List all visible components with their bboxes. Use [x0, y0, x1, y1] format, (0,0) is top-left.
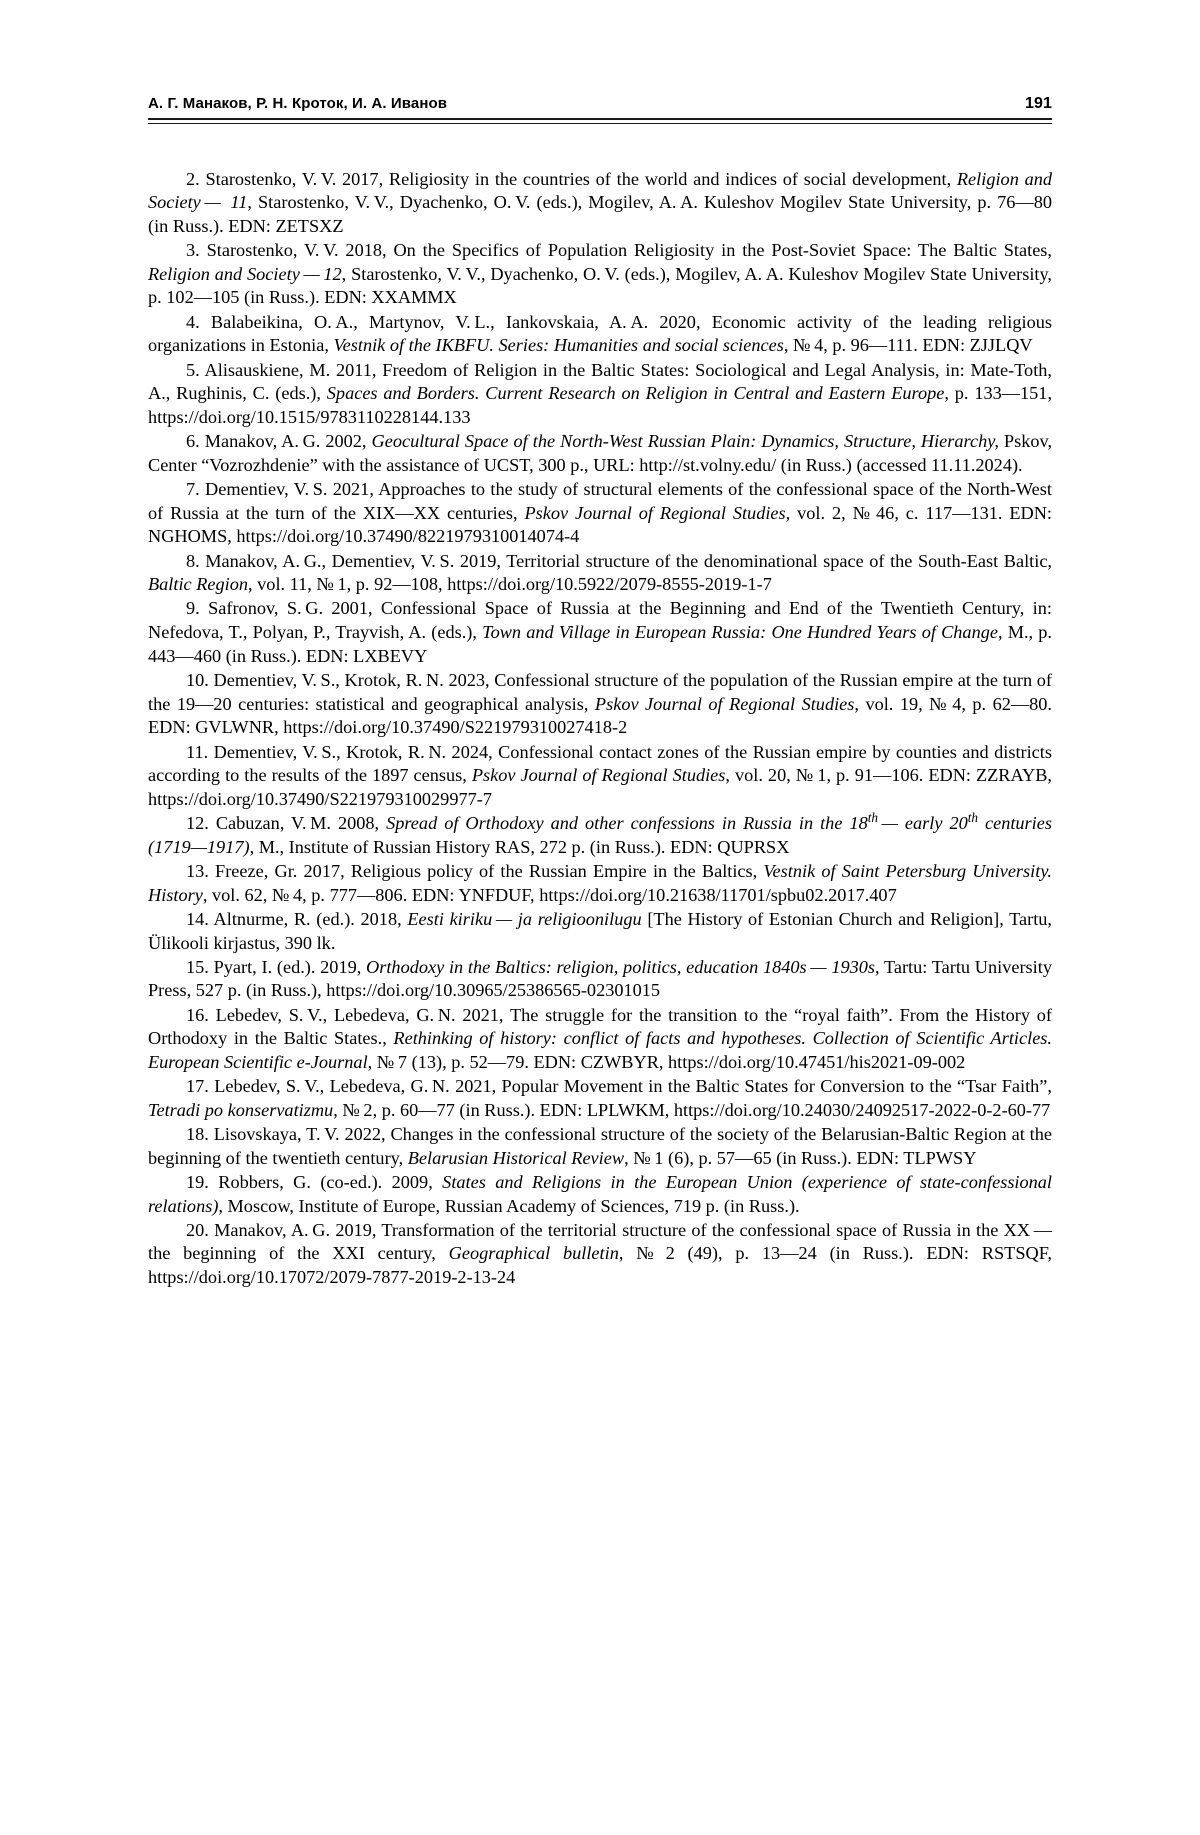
reference-item: [148, 809, 1052, 859]
reference-text: Manakov, A. G., Dementiev, V. S. 2019, Territorial structure of the denominational space of the South-East Baltic, Baltic Region, vol. 11, № 1, p. 92—108, https://doi.org/10.5922/2079-8555-2019-1-7: [148, 550, 1053, 595]
reference-item: [148, 1219, 1052, 1290]
reference-text: Freeze, Gr. 2017, Religious policy of the Russian Empire in the Baltics, Vestnik of Saint Petersburg University. History, vol. 62, № 4, p. 777—806. EDN: YNFDUF, https://doi.org/10.21638/11701/spbu02.2017.407: [148, 860, 1052, 905]
reference-number: 18.: [186, 1124, 209, 1144]
reference-text: Dementiev, V. S., Krotok, R. N. 2023, Confessional structure of the population of the Russian empire at the turn of the 19—20 centuries: statistical and geographical analysis, Pskov Journal of Regional Studies, vol. 19, № 4, p. 62—80. EDN: GVLWNR, https://doi.org/10.37490/S221979310027418-2: [148, 669, 1052, 738]
reference-number: 12.: [186, 813, 209, 834]
reference-number: 16.: [186, 1004, 209, 1025]
reference-text: Lebedev, S. V., Lebedeva, G. N. 2021, The struggle for the transition to the “royal faith”. From the History of Orthodoxy in the Baltic States., Rethinking of history: conflict of facts and hypotheses. Collection of Scientific Articles. European Scientific e-Journal, № 7 (13), p. 52—79. EDN: CZWBYR, https://doi.org/10.47451/his2021-09-002: [148, 1004, 1052, 1072]
reference-number: 20.: [186, 1219, 209, 1240]
reference-number: 6.: [186, 431, 200, 452]
reference-text: Balabeikina, O. A., Martynov, V. L., Iankovskaia, A. A. 2020, Economic activity of the leading religious organizations in Estonia, Vestnik of the IKBFU. Series: Humanities and social sciences, № 4, p. 96—111. EDN: ZJJLQV: [148, 311, 1052, 356]
reference-text: Dementiev, V. S. 2021, Approaches to the study of structural elements of the confessional space of the North-West of Russia at the turn of the XIX—XX centuries, Pskov Journal of Regional Studies, vol. 2, № 46, c. 117—131. EDN: NGHOMS, https://doi.org/10.37490/8221979310014074-4: [148, 478, 1052, 547]
reference-number: 13.: [186, 860, 209, 881]
reference-item: [148, 1123, 1052, 1170]
reference-item: [148, 239, 1052, 310]
reference-text: Altnurme, R. (ed.). 2018, Eesti kiriku — ja religioonilugu [The History of Estonian Church and Religion], Tartu, Ülikooli kirjastus, 390 lk.: [148, 908, 1052, 953]
reference-text: Safronov, S. G. 2001, Confessional Space of Russia at the Beginning and End of the Twentieth Century, in: Nefedova, T., Polyan, P., Trayvish, A. (eds.), Town and Village in European Russia: One Hundred Years of Change, M., p. 443—460 (in Russ.). EDN: LXBEVY: [148, 598, 1052, 666]
reference-number: 10.: [186, 669, 209, 690]
reference-item: [148, 430, 1052, 477]
reference-item: [148, 311, 1052, 358]
reference-text: Manakov, A. G. 2019, Transformation of the territorial structure of the confessional space of Russia in the XX — the beginning of the XXI century, Geographical bulletin, № 2 (49), p. 13—24 (in Russ.). EDN: RSTSQF, https://doi.org/10.17072/2079-7877-2019-2-13-24: [148, 1219, 1052, 1288]
reference-list: [148, 168, 1052, 1290]
reference-item: [148, 597, 1052, 668]
reference-item: [148, 741, 1052, 812]
reference-text: Starostenko, V. V. 2017, Religiosity in the countries of the world and indices of social development, Religion and Society — 11, Starostenko, V. V., Dyachenko, O. V. (eds.), Mogilev, A. A. Kuleshov Mogilev State University, p. 76—80 (in Russ.). EDN: ZETSXZ: [148, 168, 1052, 236]
header-rule-thin: [148, 123, 1052, 124]
reference-item: [148, 550, 1052, 597]
reference-number: 19.: [186, 1171, 209, 1192]
reference-item: [148, 168, 1052, 239]
reference-item: [148, 478, 1052, 549]
reference-item: [148, 669, 1052, 740]
header-rule-thick: [148, 118, 1052, 120]
reference-item: [148, 1075, 1052, 1122]
reference-text: Alisauskiene, M. 2011, Freedom of Religion in the Baltic States: Sociological and Legal Analysis, in: Mate-Toth, A., Rughinis, C. (eds.), Spaces and Borders. Current Research on Religion in Central and Eastern Europe, p. 133—151, https://doi.org/10.1515/9783110228144.133: [148, 359, 1053, 427]
reference-text: Lebedev, S. V., Lebedeva, G. N. 2021, Popular Movement in the Baltic States for Conversion to the “Tsar Faith”, Tetradi po konservatizmu, № 2, p. 60—77 (in Russ.). EDN: LPLWKM, https://doi.org/10.24030/24092517-2022-0-2-60-77: [148, 1076, 1052, 1120]
reference-number: 15.: [186, 956, 209, 977]
reference-item: [148, 908, 1052, 955]
reference-item: [148, 860, 1052, 907]
reference-item: [148, 1004, 1052, 1075]
reference-text: Pyart, I. (ed.). 2019, Orthodoxy in the Baltics: religion, politics, education 1840s — 1930s, Tartu: Tartu University Press, 527 p. (in Russ.), https://doi.org/10.30965/25386565-02301015: [148, 956, 1052, 1001]
reference-text: Starostenko, V. V. 2018, On the Specifics of Population Religiosity in the Post-Soviet Space: The Baltic States, Religion and Society — 12, Starostenko, V. V., Dyachenko, O. V. (eds.), Mogilev, A. A. Kuleshov Mogilev State University, p. 102—105 (in Russ.). EDN: XXAMMX: [148, 240, 1053, 308]
reference-item: [148, 956, 1052, 1003]
reference-text: Manakov, A. G. 2002, Geocultural Space of the North-West Russian Plain: Dynamics, Structure, Hierarchy, Pskov, Center “Vozrozhdenie” with the assistance of UCST, 300 p., URL: http://st.volny.edu/ (in Russ.) (accessed 11.11.2024).: [148, 431, 1053, 475]
running-head: [148, 95, 1052, 118]
reference-number: 14.: [186, 908, 209, 929]
running-head-authors: А. Г. Манаков, Р. Н. Кроток, И. А. Иванов: [148, 95, 448, 112]
reference-number: 5.: [186, 359, 200, 380]
reference-text: Robbers, G. (co-ed.). 2009, States and Religions in the European Union (experience of state-confessional relations), Moscow, Institute of Europe, Russian Academy of Sciences, 719 p. (in Russ.).: [148, 1171, 1053, 1216]
reference-number: 17.: [186, 1076, 209, 1097]
reference-text: Dementiev, V. S., Krotok, R. N. 2024, Confessional contact zones of the Russian empire by counties and districts according to the results of the 1897 census, Pskov Journal of Regional Studies, vol. 20, № 1, p. 91—106. EDN: ZZRAYB, https://doi.org/10.37490/S221979310029977-7: [148, 741, 1052, 809]
reference-number: 8.: [186, 550, 200, 571]
reference-text: Cabuzan, V. M. 2008, Spread of Orthodoxy and other confessions in Russia in the 18th — early 20th centuries (1719—1917), M., Institute of Russian History RAS, 272 p. (in Russ.). EDN: QUPRSX: [148, 809, 1052, 857]
page-number: 191: [1025, 95, 1052, 112]
reference-text: Lisovskaya, T. V. 2022, Changes in the confessional structure of the society of the Belarusian-Baltic Region at the beginning of the twentieth century, Belarusian Historical Review, № 1 (6), p. 57—65 (in Russ.). EDN: TLPWSY: [148, 1124, 1052, 1168]
reference-item: [148, 359, 1052, 430]
reference-number: 11.: [186, 741, 209, 762]
reference-number: 2.: [186, 168, 200, 189]
reference-number: 3.: [186, 240, 200, 261]
reference-number: 9.: [186, 598, 200, 619]
reference-item: [148, 1171, 1052, 1218]
reference-number: 7.: [186, 478, 200, 499]
reference-number: 4.: [186, 311, 200, 332]
